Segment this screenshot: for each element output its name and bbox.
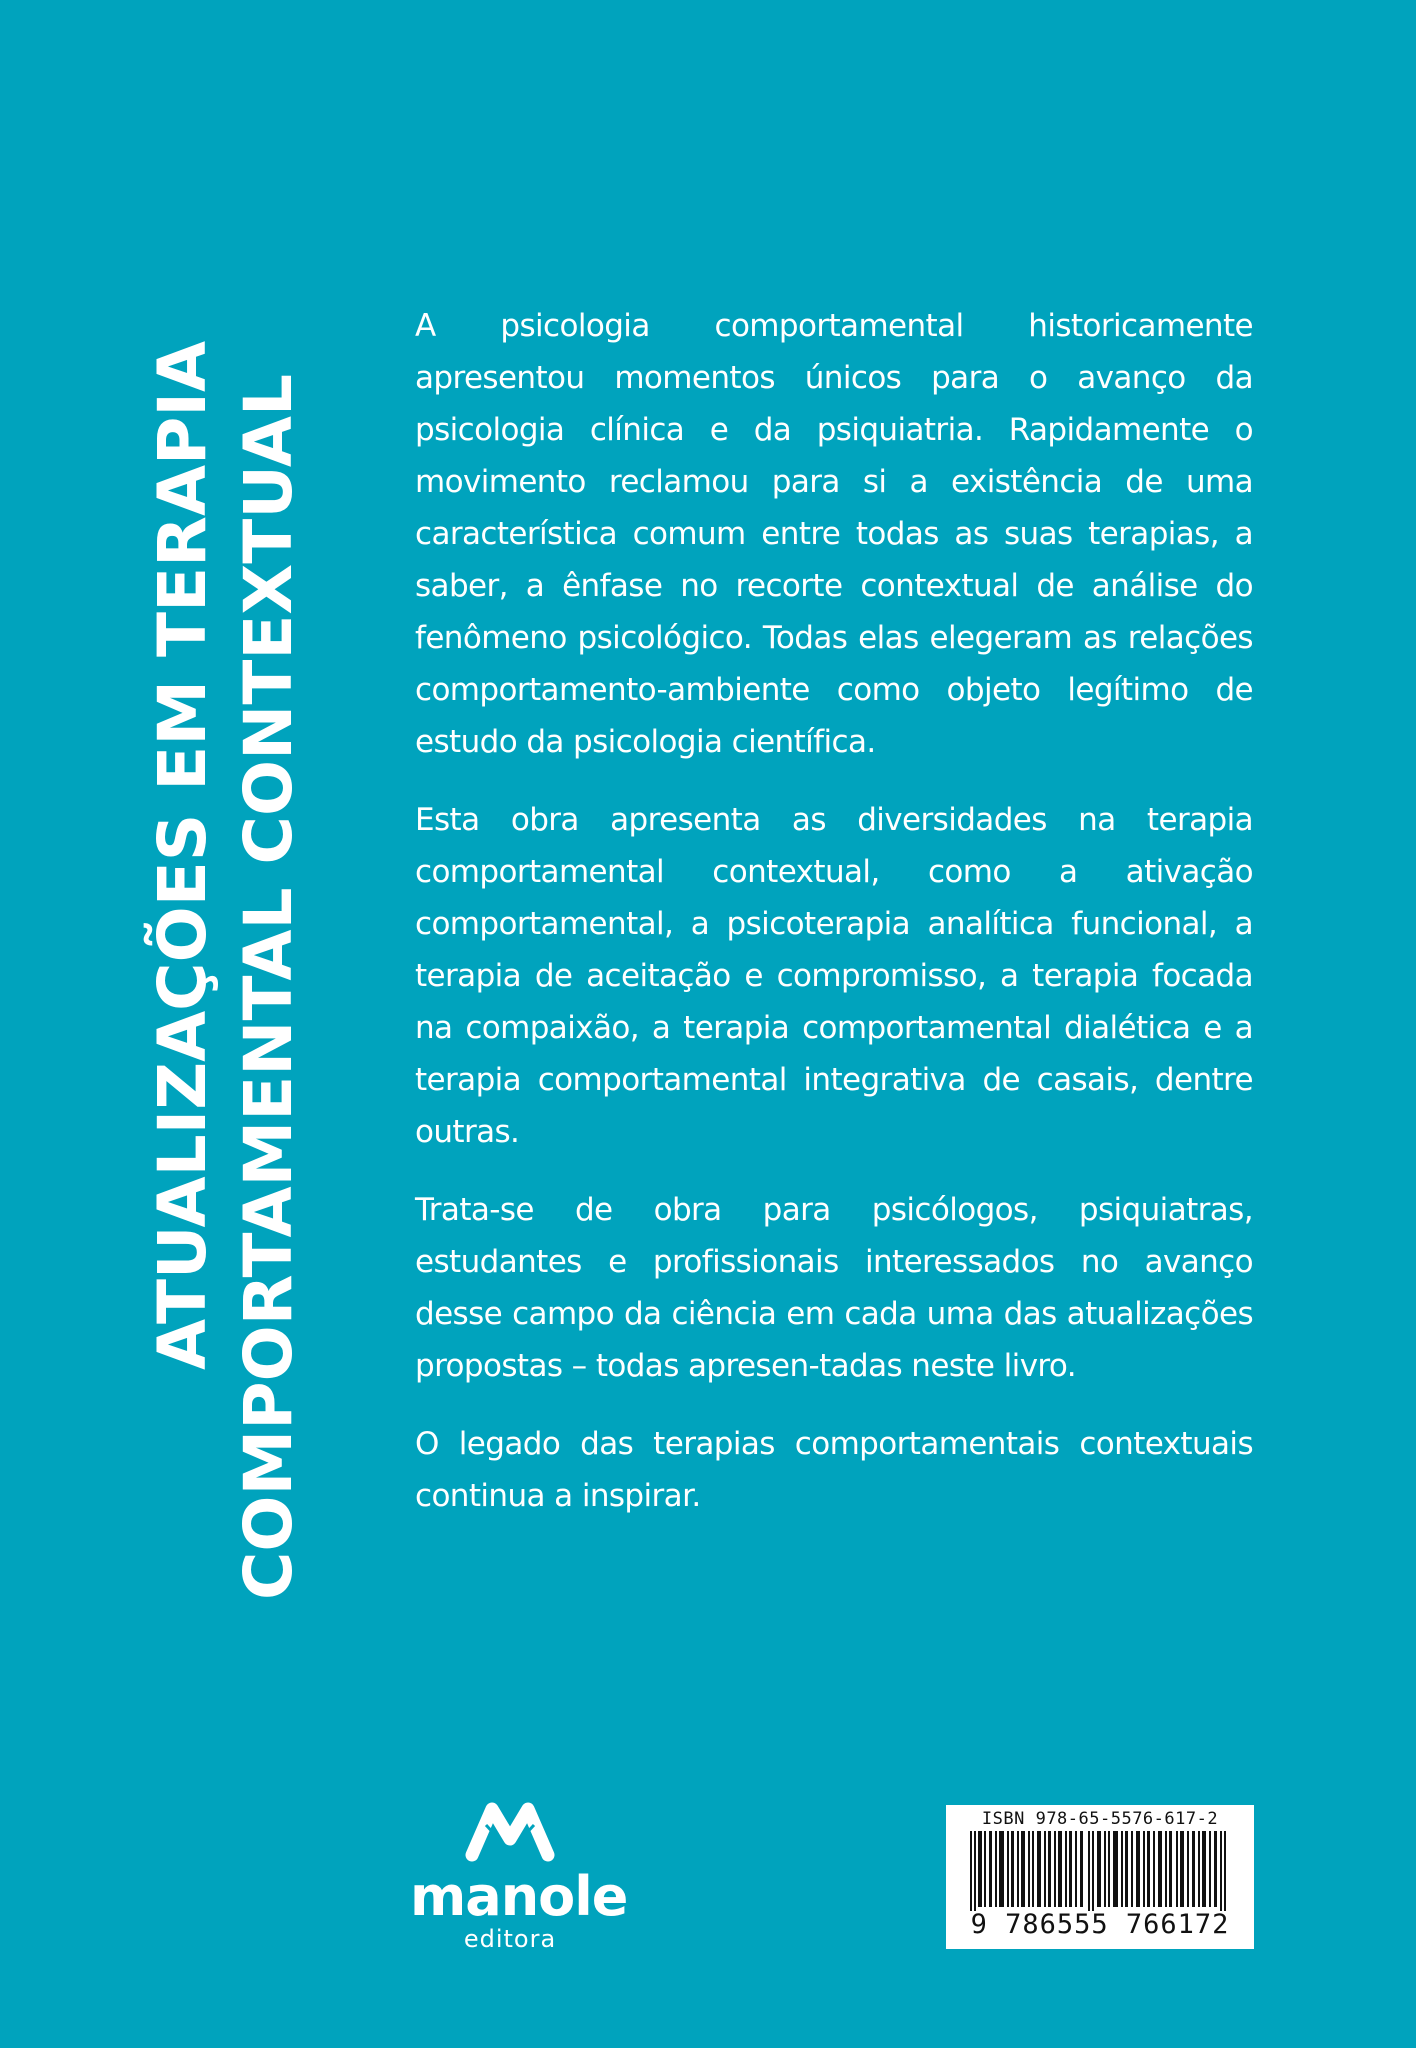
title-line-2: COMPORTAMENTAL CONTEXTUAL — [230, 373, 307, 1600]
book-title — [140, 300, 312, 1600]
synopsis-paragraph-3: Trata-se de obra para psicólogos, psiquiatras, estudantes e profissionais interessados no avanço desse campo da ciência em cada uma das atualizações propostas – todas apresen-tadas neste livro. — [415, 1192, 1253, 1384]
barcode-bars — [950, 1831, 1250, 1917]
publisher-logo — [410, 1795, 628, 1953]
synopsis-paragraph-1: A psicologia comportamental historicamente apresentou momentos únicos para o avanço da psicologia clínica e da psiquiatria. Rapidamente o movimento reclamou para si a existência de uma característica comum entre todas as suas terapias, a saber, a ênfase no recorte contextual de análise do fenômeno psicológico. Todas elas elegeram as relações comportamento-ambiente como objeto legítimo de estudo da psicologia científica. — [415, 308, 1253, 760]
publisher-name: manole — [410, 1865, 628, 1928]
synopsis-paragraph-2: Esta obra apresenta as diversidades na terapia comportamental contextual, como a ativação comportamental, a psicoterapia analítica funcional, a terapia de aceitação e compromisso, a terapia focada na compaixão, a terapia comportamental dialética e a terapia comportamental integrativa de casais, dentre outras. — [415, 802, 1253, 1150]
synopsis — [415, 300, 1253, 1548]
synopsis-paragraph-4: O legado das terapias comportamentais contextuais continua a inspirar. — [415, 1426, 1253, 1514]
isbn-label: ISBN 978-65-5576-617-2 — [981, 1809, 1219, 1829]
publisher-logo-icon — [460, 1795, 560, 1867]
title-line-1: ATUALIZAÇÕES EM TERAPIA — [144, 340, 221, 1370]
barcode-digits: 9 786555 766172 — [950, 1911, 1250, 1939]
publisher-subtitle: editora — [463, 1925, 557, 1953]
isbn-barcode — [946, 1805, 1254, 1949]
